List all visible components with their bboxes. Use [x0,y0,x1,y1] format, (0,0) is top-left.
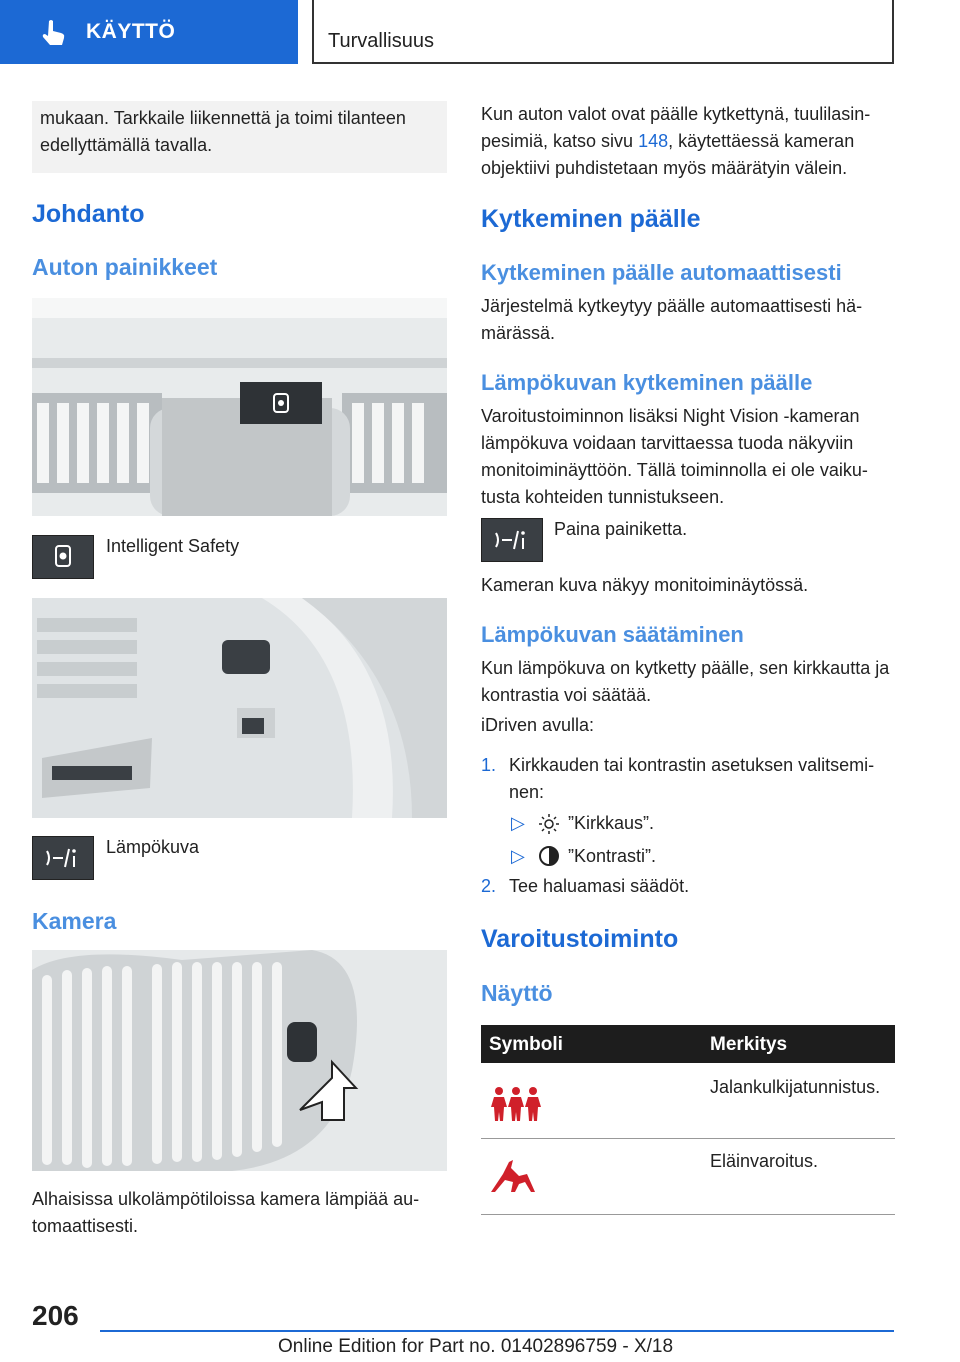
table-header [481,1025,895,1063]
table-row-2-meaning: Eläinvaroitus. [710,1151,819,1171]
heading-varoitustoiminto: Varoitustoiminto [481,925,679,953]
brightness-icon [538,813,560,835]
chapter-title-box [312,0,894,64]
animal-warning-icon [489,1158,537,1194]
heading-naytto: Näyttö [481,980,553,1006]
thermal-image-button-image [32,836,94,880]
footer-rule [100,1330,894,1332]
heading-johdanto: Johdanto [32,200,145,228]
steering-column-image [32,598,447,818]
step-2-number: 2. [481,876,497,896]
auto-paragraph: Järjestelmä kytkeytyy päälle automaattisesti hä-märässä. [481,296,863,343]
idrive-text: iDriven avulla: [481,715,595,735]
pedestrian-warning-icon [489,1086,543,1122]
step-1-text: Kirkkauden tai kontrastin asetuksen valitsemi-nen: [509,755,875,802]
intro-paragraph: Kun auton valot ovat päälle kytkettynä, tuulilasin-pesimiä, katso sivu 148, käytettäessä kameran objektiivi puhdistetaan myös määrätyin välein. [481,104,871,178]
hand-pointer-icon [40,18,68,48]
heading-lampokuvan-kytkeminen: Lämpökuvan kytkeminen päälle [481,370,813,395]
camera-paragraph: Alhaisissa ulkolämpötiloissa kamera lämpiää au-tomaattisesti. [32,1189,420,1236]
press-button-text: Paina painiketta. [554,519,688,539]
intelligent-safety-button-image [32,535,94,579]
page-number: 206 [32,1300,79,1331]
adjust-paragraph: Kun lämpökuva on kytketty päälle, sen kirkkautta ja kontrastia voi säätää. [481,658,890,705]
heading-saataminen: Lämpökuvan säätäminen [481,622,744,647]
contrast-icon [538,845,560,867]
heading-automaattisesti: Kytkeminen päälle automaattisesti [481,260,842,285]
sub-contrast: ”Kontrasti”. [568,846,657,866]
table-row-1-meaning: Jalankulkijatunnistus. [710,1077,881,1097]
col-merkitys: Merkitys [710,1034,788,1055]
dashboard-image [32,298,447,516]
thermal-image-label: Lämpökuva [106,837,200,857]
section-tab[interactable] [0,0,298,64]
table-divider [481,1138,895,1139]
chapter-title: Turvallisuus [328,30,434,52]
heading-kytkeminen-paalle: Kytkeminen päälle [481,205,701,233]
thermal-paragraph: Varoitustoiminnon lisäksi Night Vision -kameran lämpökuva voidaan tarvittaessa tuoda näkyviin monitoiminäyttöön. Tällä toiminnolla ei ole vaiku-tusta kohteiden tunnistukseen. [481,406,868,507]
page-link[interactable]: 148 [638,131,669,151]
note-box: mukaan. Tarkkaile liikennettä ja toimi tilanteen edellyttämällä tavalla. [32,101,447,173]
intelligent-safety-label: Intelligent Safety [106,536,240,556]
col-symboli: Symboli [489,1034,563,1055]
section-label: KÄYTTÖ [86,20,176,43]
step-1-number: 1. [481,755,497,775]
heading-kamera: Kamera [32,908,117,934]
sub-marker-2: ▷ [511,846,525,866]
sub-brightness: ”Kirkkaus”. [568,813,655,833]
table-bottom-line [481,1214,895,1215]
edition-text: Online Edition for Part no. 01402896759 - X/18 [278,1336,674,1357]
heading-auton-painikkeet: Auton painikkeet [32,254,218,280]
kidney-grille-camera-image [32,950,447,1171]
step-2-text: Tee haluamasi säädöt. [509,876,690,896]
thermal-button-image [481,518,543,562]
camera-display-text: Kameran kuva näkyy monitoiminäytössä. [481,575,809,595]
sub-marker-1: ▷ [511,813,525,833]
